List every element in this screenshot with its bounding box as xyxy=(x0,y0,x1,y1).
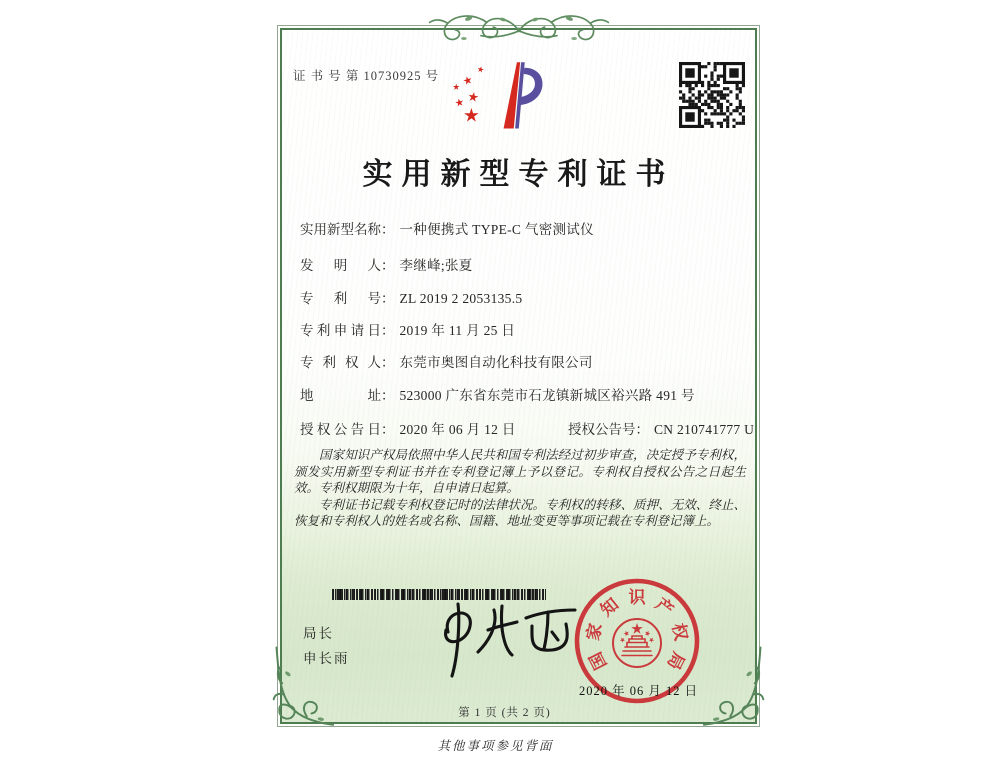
handwritten-signature-icon xyxy=(418,594,588,682)
legal-body-text xyxy=(294,447,746,530)
seal-char: 家 xyxy=(583,621,606,643)
qr-code-icon xyxy=(679,62,745,128)
field-colon: ： xyxy=(635,422,649,437)
director-title: 局长 xyxy=(303,626,334,641)
field-colon: ： xyxy=(381,258,395,273)
seal-char: 国 xyxy=(585,648,611,673)
field-label: 专利号 xyxy=(300,291,381,306)
field-row-grant-date xyxy=(300,418,755,437)
top-border-flourish-ornament xyxy=(424,9,614,49)
field-label: 授权公告号 xyxy=(568,422,636,437)
certificate-title: 实用新型专利证书 xyxy=(362,158,675,191)
legal-paragraph-1: 国家知识产权局依照中华人民共和国专利法经过初步审查，决定授予专利权，颁发实用新型专利证书并在专利登记簿上予以登记。专利权自授权公告之日起生效。专利权期限为十年，自申请日起算。 xyxy=(294,448,746,495)
field-colon: ： xyxy=(381,422,395,437)
seal-char: 局 xyxy=(663,648,689,673)
national-emblem-icon xyxy=(613,619,661,667)
field-row-utility-model-name xyxy=(300,218,594,236)
field-label: 专利申请日 xyxy=(300,323,381,338)
field-value: 李继峰;张夏 xyxy=(399,258,473,273)
certificate-number: 证 书 号 第 10730925 号 xyxy=(293,69,440,83)
page-number-note: 第 1 页 (共 2 页) xyxy=(458,707,551,719)
field-row-grant-number xyxy=(568,418,754,438)
cnipa-logo-icon xyxy=(453,59,545,139)
field-colon: ： xyxy=(381,323,395,338)
field-colon: ： xyxy=(381,355,395,370)
seal-char: 产 xyxy=(651,594,677,620)
director-block xyxy=(303,621,350,671)
field-label: 授权公告日 xyxy=(300,422,381,437)
field-row-inventor xyxy=(300,254,473,272)
field-label: 实用新型名称 xyxy=(300,222,381,237)
field-value: CN 210741777 U xyxy=(654,422,755,437)
field-row-address xyxy=(300,384,695,402)
field-value: 一种便携式 TYPE-C 气密测试仪 xyxy=(399,222,594,237)
field-value: 523000 广东省东莞市石龙镇新城区裕兴路 491 号 xyxy=(399,388,695,403)
seal-char: 知 xyxy=(597,594,623,620)
field-value: 东莞市奥图自动化科技有限公司 xyxy=(399,355,593,370)
director-name: 申长雨 xyxy=(303,651,350,666)
field-colon: ： xyxy=(381,222,395,237)
field-label: 发明人 xyxy=(300,258,381,273)
seal-char: 权 xyxy=(668,621,691,643)
see-back-note: 其他事项参见背面 xyxy=(437,739,554,753)
seal-date: 2020 年 06 月 12 日 xyxy=(579,684,699,698)
field-value: 2019 年 11 月 25 日 xyxy=(399,323,516,338)
field-colon: ： xyxy=(381,388,395,403)
field-row-patentee xyxy=(300,351,593,369)
seal-char: 识 xyxy=(628,588,646,607)
legal-paragraph-2: 专利证书记载专利权登记时的法律状况。专利权的转移、质押、无效、终止、恢复和专利权人的姓名或名称、国籍、地址变更等事项记载在专利登记簿上。 xyxy=(294,497,746,528)
field-row-patent-number xyxy=(300,287,522,305)
certificate-page xyxy=(277,25,760,727)
field-row-application-date xyxy=(300,319,515,337)
field-value: ZL 2019 2 2053135.5 xyxy=(399,291,523,306)
field-value: 2020 年 06 月 12 日 xyxy=(399,422,516,437)
field-label: 专利权人 xyxy=(300,355,381,370)
field-colon: ： xyxy=(381,291,395,306)
field-label: 地址 xyxy=(300,388,381,403)
